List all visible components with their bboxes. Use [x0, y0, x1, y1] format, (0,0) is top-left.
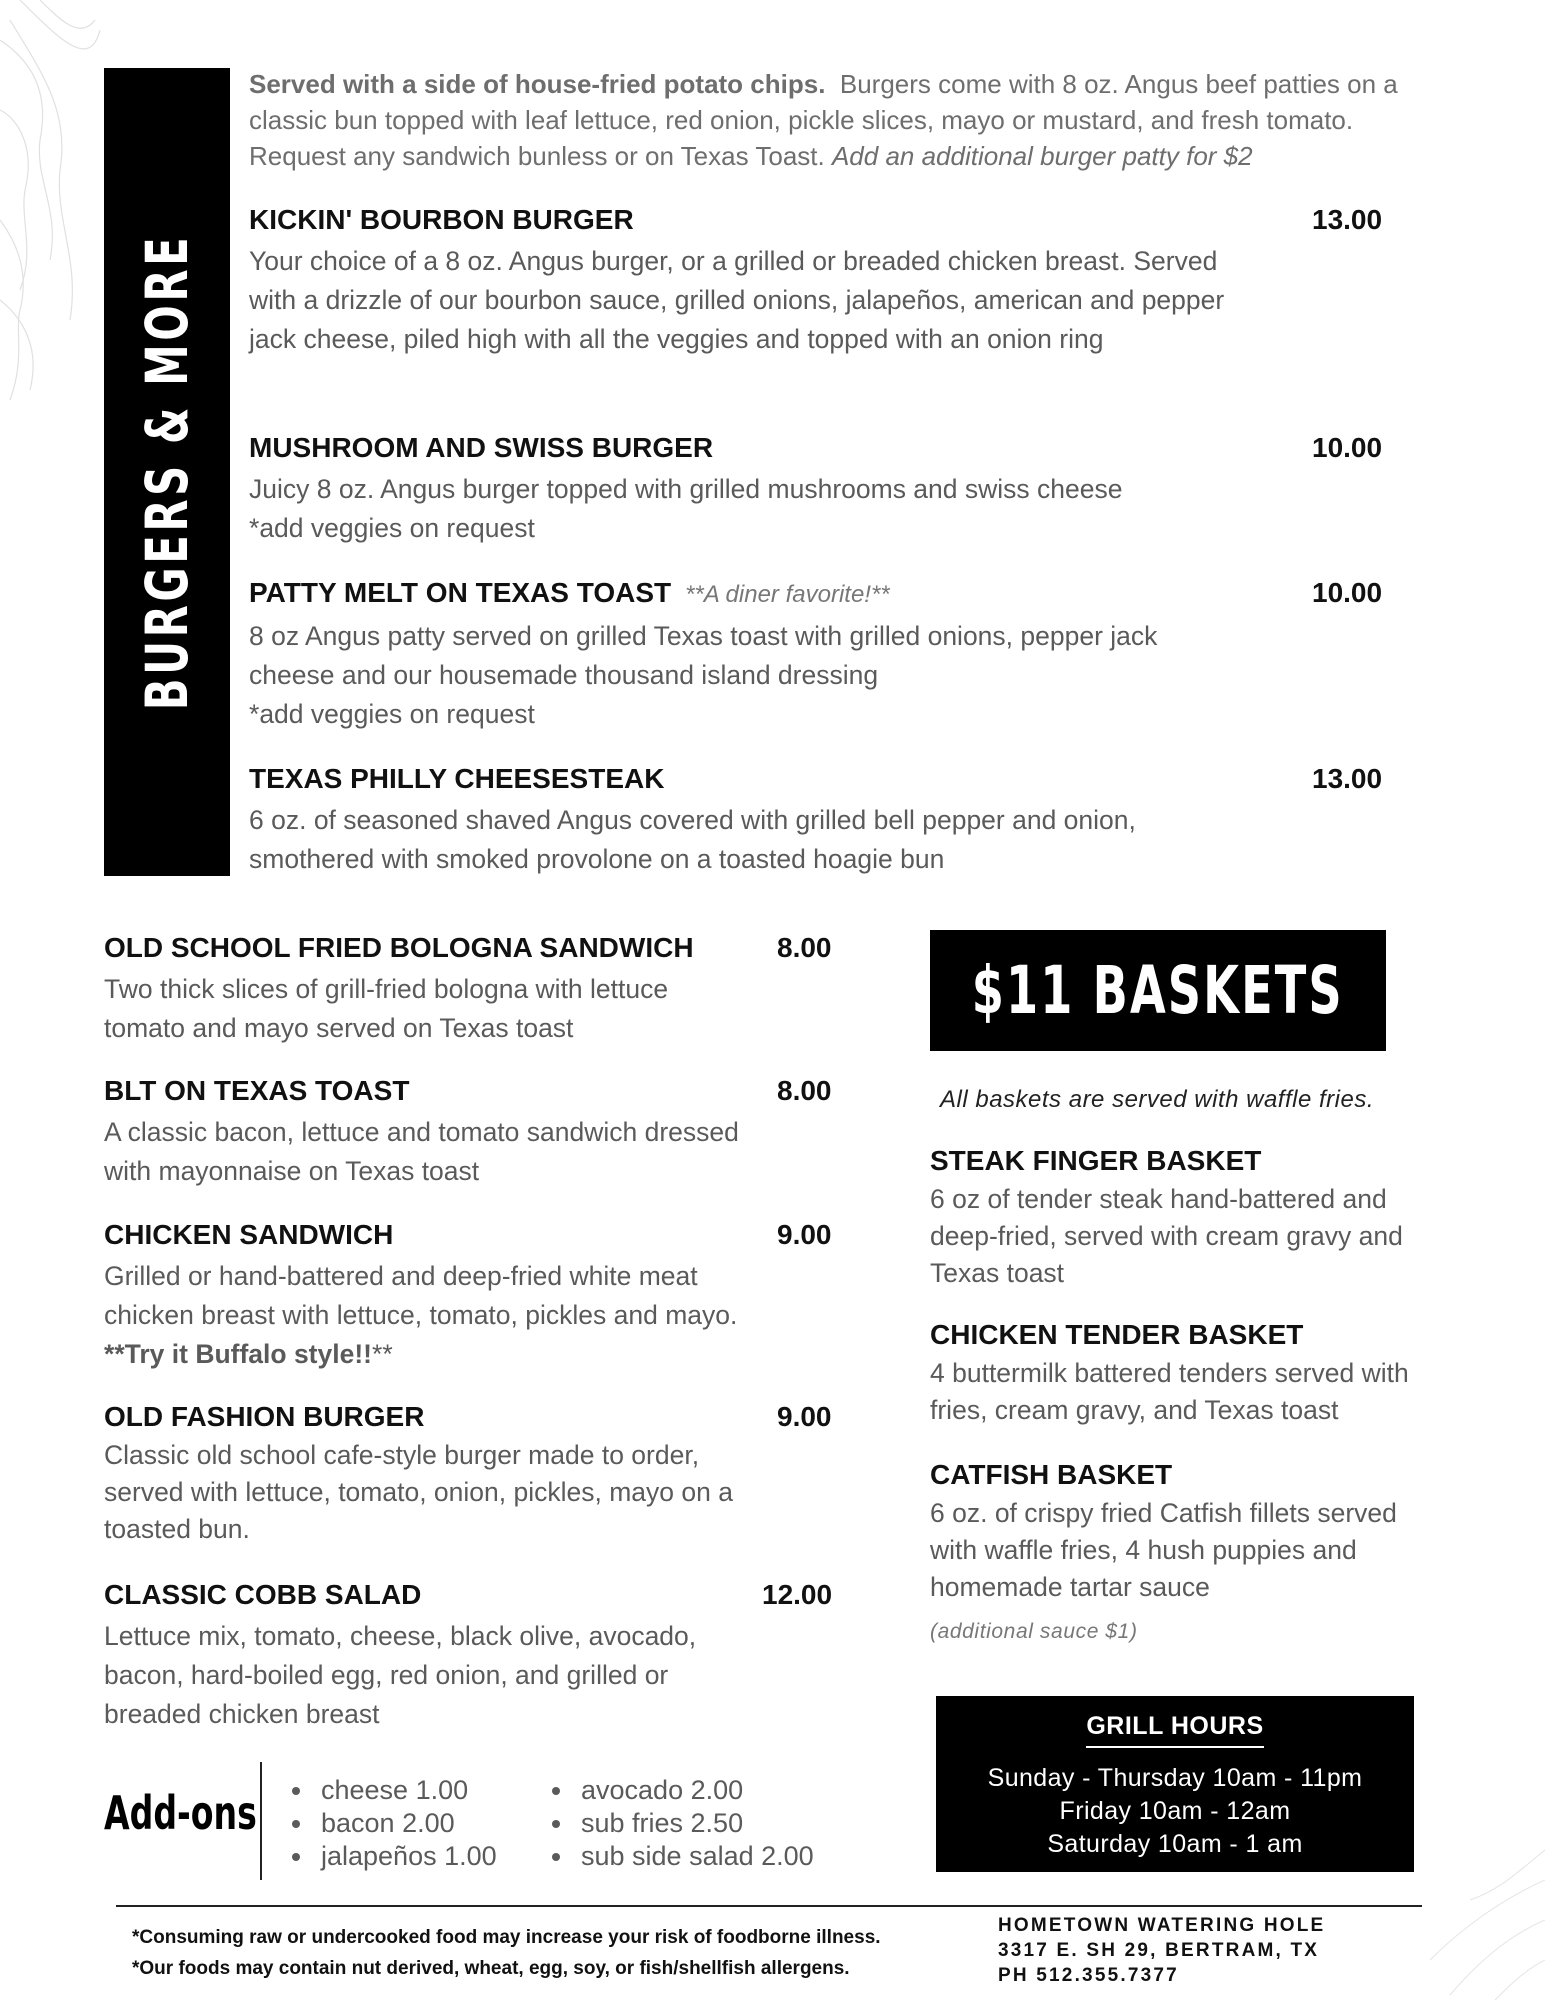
addon-item: jalapeños 1.00	[288, 1840, 497, 1873]
footer-divider	[116, 1905, 1422, 1907]
item-description: 6 oz. of seasoned shaved Angus covered with grilled bell pepper and onion, smothered with smoked provolone on a toasted hoagie bun	[249, 805, 1136, 874]
item-name: BLT ON TEXAS TOAST	[104, 1075, 410, 1106]
section-title: BURGERS & MORE	[133, 233, 201, 711]
menu-item	[249, 575, 1399, 734]
item-description-bold: **Try it Buffalo style!!	[104, 1339, 372, 1369]
baskets-note: All baskets are served with waffle fries.	[940, 1086, 1374, 1113]
intro-italic: Add an additional burger patty for $2	[831, 141, 1253, 171]
addons-title: Add-ons	[104, 1786, 257, 1840]
item-description: A classic bacon, lettuce and tomato sandwich dressed with mayonnaise on Texas toast	[104, 1117, 739, 1186]
item-name: MUSHROOM AND SWISS BURGER	[249, 432, 714, 463]
item-price: 13.00	[1312, 204, 1383, 235]
menu-item	[249, 202, 1399, 359]
item-note: **A diner favorite!**	[685, 581, 890, 608]
item-name: CATFISH BASKET	[930, 1459, 1173, 1490]
intro-bold: Served with a side of house-fried potato chips.	[249, 69, 826, 99]
item-price: 10.00	[1312, 432, 1383, 463]
item-description: 8 oz Angus patty served on grilled Texas toast with grilled onions, pepper jack cheese and our housemade thousand island dressing	[249, 621, 1158, 690]
menu-item	[249, 761, 1399, 879]
grill-hours-line: Sunday - Thursday 10am - 11pm	[987, 1764, 1363, 1792]
item-price: 12.00	[762, 1579, 833, 1610]
business-name: HOMETOWN WATERING HOLE	[998, 1915, 1326, 1936]
menu-item	[104, 1399, 844, 1548]
item-description: Classic old school cafe-style burger made to order, served with lettuce, tomato, onion, pickles, mayo on a toasted bun.	[104, 1440, 733, 1544]
basket-item	[930, 1457, 1430, 1606]
menu-item	[104, 1073, 844, 1191]
addon-item: sub fries 2.50	[548, 1807, 814, 1840]
item-price: 9.00	[777, 1219, 832, 1250]
addon-item: avocado 2.00	[548, 1774, 814, 1807]
baskets-header	[930, 930, 1386, 1051]
item-description: Your choice of a 8 oz. Angus burger, or a grilled or breaded chicken breast. Served with a drizzle of our bourbon sauce, grilled onions, jalapeños, american and pepper jack cheese, piled high with all the veggies and topped with an onion ring	[249, 246, 1225, 354]
item-name: TEXAS PHILLY CHEESESTEAK	[249, 763, 665, 794]
item-name: CHICKEN SANDWICH	[104, 1219, 394, 1250]
addons-list	[288, 1774, 497, 1873]
item-name: KICKIN' BOURBON BURGER	[249, 204, 634, 235]
disclaimer-line: *Our foods may contain nut derived, wheat, egg, soy, or fish/shellfish allergens.	[132, 1958, 850, 1979]
item-description: Lettuce mix, tomato, cheese, black olive, avocado, bacon, hard-boiled egg, red onion, and grilled or breaded chicken breast	[104, 1621, 697, 1729]
item-name: CLASSIC COBB SALAD	[104, 1579, 422, 1610]
basket-item	[930, 1143, 1430, 1292]
item-description: 6 oz. of crispy fried Catfish fillets served with waffle fries, 4 hush puppies and homemade tartar sauce	[930, 1498, 1397, 1602]
sauce-note: (additional sauce $1)	[930, 1620, 1138, 1643]
business-phone: PH 512.355.7377	[998, 1965, 1179, 1986]
item-description: Juicy 8 oz. Angus burger topped with grilled mushrooms and swiss cheese	[249, 474, 1123, 504]
item-description-text: Grilled or hand-battered and deep-fried white meat chicken breast with lettuce, tomato, pickles and mayo.	[104, 1261, 738, 1330]
item-description: Two thick slices of grill-fried bologna with lettuce tomato and mayo served on Texas toast	[104, 974, 669, 1043]
menu-item	[104, 1577, 844, 1734]
disclaimer	[132, 1922, 881, 1984]
grill-hours-title: GRILL HOURS	[1086, 1712, 1263, 1748]
basket-item	[930, 1317, 1430, 1429]
grill-hours-line: Saturday 10am - 1 am	[1047, 1830, 1303, 1858]
item-price: 10.00	[1312, 577, 1383, 608]
addon-item: bacon 2.00	[288, 1807, 497, 1840]
item-description-tail: **	[372, 1339, 393, 1369]
section-banner	[104, 68, 230, 876]
item-name: CHICKEN TENDER BASKET	[930, 1319, 1304, 1350]
item-name: PATTY MELT ON TEXAS TOAST	[249, 577, 672, 608]
item-price: 8.00	[777, 932, 832, 963]
grill-hours-box	[936, 1696, 1414, 1872]
addons-list	[548, 1774, 814, 1873]
menu-item	[104, 1217, 844, 1374]
menu-item	[104, 930, 844, 1048]
addon-item: cheese 1.00	[288, 1774, 497, 1807]
item-name: OLD FASHION BURGER	[104, 1401, 425, 1432]
item-name: OLD SCHOOL FRIED BOLOGNA SANDWICH	[104, 932, 694, 963]
item-description: 6 oz of tender steak hand-battered and deep-fried, served with cream gravy and Texas toast	[930, 1184, 1403, 1288]
item-description: 4 buttermilk battered tenders served with fries, cream gravy, and Texas toast	[930, 1358, 1409, 1425]
business-info	[998, 1913, 1325, 1988]
disclaimer-line: *Consuming raw or undercooked food may increase your risk of foodborne illness.	[132, 1927, 881, 1948]
addons-divider	[260, 1762, 262, 1880]
baskets-title: $11 BASKETS	[971, 952, 1345, 1029]
item-price: 9.00	[777, 1401, 832, 1432]
item-price: 13.00	[1312, 763, 1383, 794]
section-intro	[249, 66, 1429, 174]
intro-text: Burgers come with 8 oz. Angus beef patties on a classic bun topped with leaf lettuce, red onion, pickle slices, mayo or mustard, and fresh tomato. Request any sandwich bunless or on Texas Toast.	[249, 69, 1398, 171]
addon-item: sub side salad 2.00	[548, 1840, 814, 1873]
item-name: STEAK FINGER BASKET	[930, 1145, 1262, 1176]
item-description-extra: *add veggies on request	[249, 513, 535, 543]
grill-hours-line: Friday 10am - 12am	[1059, 1797, 1291, 1825]
item-description-extra: *add veggies on request	[249, 699, 535, 729]
menu-item	[249, 430, 1399, 548]
business-address: 3317 E. SH 29, BERTRAM, TX	[998, 1940, 1320, 1961]
item-description	[104, 1257, 764, 1374]
item-price: 8.00	[777, 1075, 832, 1106]
